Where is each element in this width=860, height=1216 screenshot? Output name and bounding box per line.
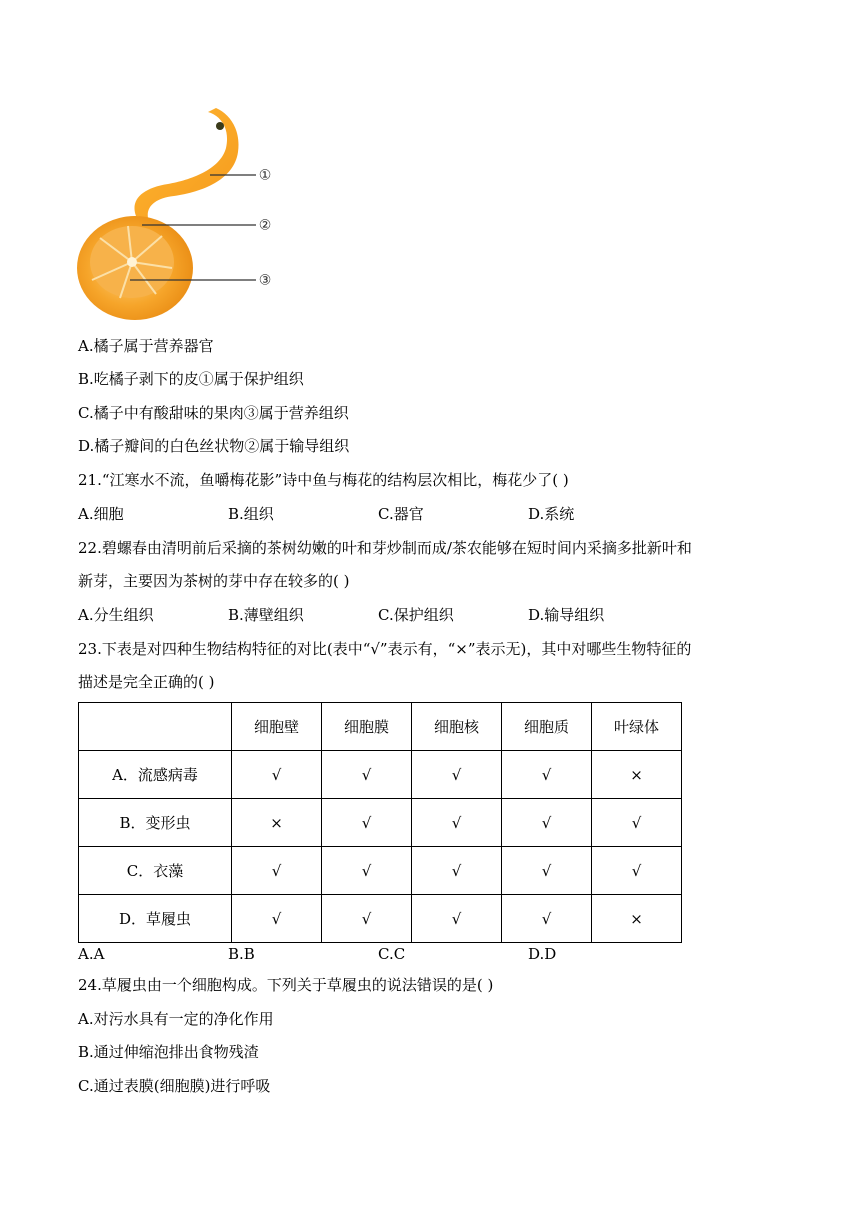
q21-stem: 21.“江寒水不流，鱼嚼梅花影”诗中鱼与梅花的结构层次相比，梅花少了( )	[78, 471, 569, 489]
table-cell: √	[412, 895, 502, 943]
table-row-label: A．流感病毒	[79, 751, 232, 799]
table-cell: √	[322, 751, 412, 799]
table-cell: √	[502, 799, 592, 847]
table-row-label: C．衣藻	[79, 847, 232, 895]
q20-option-c: C.橘子中有酸甜味的果肉③属于营养组织	[78, 404, 349, 422]
table-cell: √	[412, 751, 502, 799]
q22-option-d: D.输导组织	[528, 606, 605, 624]
table-cell: √	[232, 751, 322, 799]
q22-stem-line2: 新芽，主要因为茶树的芽中存在较多的( )	[78, 572, 350, 590]
q23-option-a: A.A	[78, 945, 105, 963]
table-cell: √	[502, 895, 592, 943]
orange-peel-figure	[70, 100, 290, 320]
table-cell: √	[412, 799, 502, 847]
q20-option-a: A.橘子属于营养器官	[78, 337, 214, 355]
organism-comparison-table	[78, 702, 682, 943]
q24-option-c: C.通过表膜(细胞膜)进行呼吸	[78, 1077, 271, 1095]
q23-stem-line2: 描述是完全正确的( )	[78, 673, 215, 691]
table-row	[79, 799, 682, 847]
q21-option-a: A.细胞	[78, 505, 124, 523]
table-cell: √	[322, 895, 412, 943]
q20-option-d: D.橘子瓣间的白色丝状物②属于输导组织	[78, 437, 350, 455]
table-cell: √	[412, 847, 502, 895]
table-cell: √	[232, 895, 322, 943]
table-row-label: B．变形虫	[79, 799, 232, 847]
marker-1: ①	[258, 167, 272, 184]
table-header-cell: 细胞质	[502, 703, 592, 751]
q24-option-a: A.对污水具有一定的净化作用	[78, 1010, 274, 1028]
table-row	[79, 847, 682, 895]
q22-option-b: B.薄壁组织	[228, 606, 304, 624]
table-row	[79, 895, 682, 943]
table-header-cell: 细胞膜	[322, 703, 412, 751]
table-header-row	[79, 703, 682, 751]
table-row	[79, 751, 682, 799]
q24-option-b: B.通过伸缩泡排出食物残渣	[78, 1043, 259, 1061]
table-cell: ×	[592, 895, 682, 943]
table-header-cell: 细胞核	[412, 703, 502, 751]
table-header-cell	[79, 703, 232, 751]
q21-option-d: D.系统	[528, 505, 575, 523]
table-cell: ×	[232, 799, 322, 847]
table-header-cell: 叶绿体	[592, 703, 682, 751]
q23-option-b: B.B	[228, 945, 255, 963]
q23-option-d: D.D	[528, 945, 557, 963]
q23-stem-line1: 23.下表是对四种生物结构特征的对比(表中“√”表示有，“×”表示无)，其中对哪些生物特征的	[78, 640, 692, 658]
q23-option-c: C.C	[378, 945, 406, 963]
marker-3: ③	[258, 272, 272, 289]
table-cell: √	[592, 847, 682, 895]
table-row-label: D．草履虫	[79, 895, 232, 943]
q21-option-c: C.器官	[378, 505, 424, 523]
q24-stem: 24.草履虫由一个细胞构成。下列关于草履虫的说法错误的是( )	[78, 976, 494, 994]
table-header-cell: 细胞壁	[232, 703, 322, 751]
q20-option-b: B.吃橘子剥下的皮①属于保护组织	[78, 370, 304, 388]
table-cell: √	[322, 847, 412, 895]
table-cell: √	[232, 847, 322, 895]
table-cell: √	[322, 799, 412, 847]
table-cell: ×	[592, 751, 682, 799]
q22-option-c: C.保护组织	[378, 606, 454, 624]
marker-2: ②	[258, 217, 272, 234]
q22-option-a: A.分生组织	[78, 606, 154, 624]
table-cell: √	[502, 847, 592, 895]
table-cell: √	[592, 799, 682, 847]
q21-option-b: B.组织	[228, 505, 274, 523]
q22-stem-line1: 22.碧螺春由清明前后采摘的茶树幼嫩的叶和芽炒制而成/茶农能够在短时间内采摘多批新叶和	[78, 539, 692, 557]
table-cell: √	[502, 751, 592, 799]
